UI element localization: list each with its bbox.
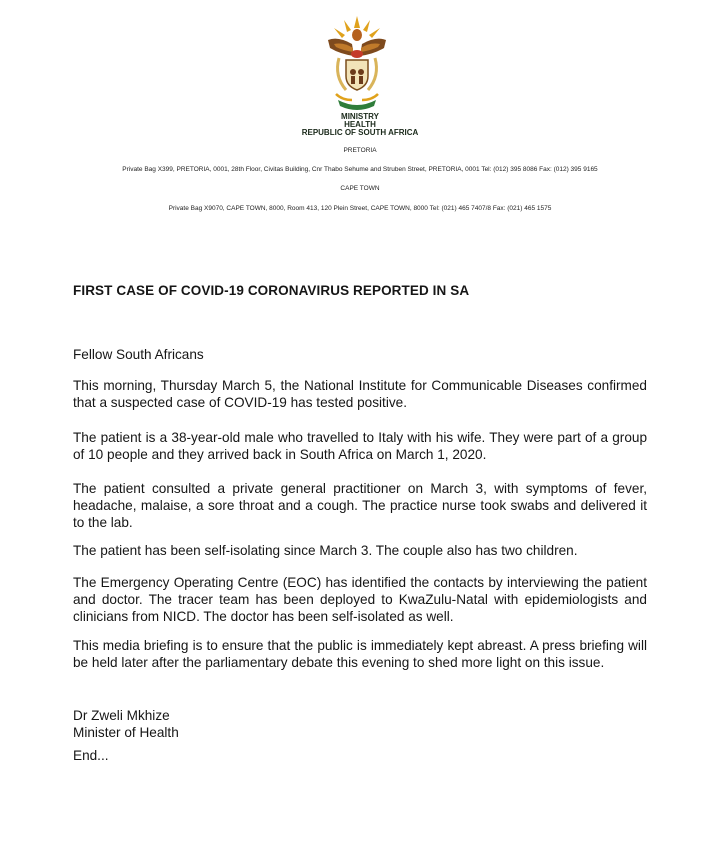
closing-text: End... <box>73 748 109 763</box>
page-title: FIRST CASE OF COVID-19 CORONAVIRUS REPORTED IN SA <box>73 283 470 298</box>
paragraph-1: This morning, Thursday March 5, the National Institute for Communicable Diseases confirmed that a suspected case of COVID-19 has tested positive. <box>73 378 647 410</box>
paragraph-3: The patient consulted a private general practitioner on March 3, with symptoms of fever, headache, malaise, a sore throat and a cough. The practice nurse took swabs and delivered it to the lab. <box>73 481 647 530</box>
ministry-line-3: REPUBLIC OF SOUTH AFRICA <box>301 128 419 137</box>
capetown-label: CAPE TOWN <box>340 185 380 192</box>
paragraph-6: This media briefing is to ensure that the public is immediately kept abreast. A press briefing will be held later after the parliamentary debate this evening to shed more light on this issue. <box>73 638 647 670</box>
signature-title: Minister of Health <box>73 725 179 740</box>
paragraph-5: The Emergency Operating Centre (EOC) has identified the contacts by interviewing the patient and doctor. The tracer team has been deployed to KwaZulu-Natal with epidemiologists and clinicians from NICD. The doctor has been self-isolated as well. <box>73 575 647 624</box>
signature-name: Dr Zweli Mkhize <box>73 708 170 723</box>
ministry-line-2: HEALTH <box>344 120 376 129</box>
paragraph-4: The patient has been self-isolating since March 3. The couple also has two children. <box>73 543 578 558</box>
coat-of-arms-icon <box>324 14 390 110</box>
ministry-line-1: MINISTRY <box>341 112 379 121</box>
pretoria-address: Private Bag X399, PRETORIA, 0001, 28th Floor, Civitas Building, Cnr Thabo Sehume and Struben Street, PRETORIA, 0001 Tel: (012) 395 8086 Fax: (012) 395 9165 <box>122 166 598 173</box>
paragraph-2: The patient is a 38-year-old male who travelled to Italy with his wife. They were part of a group of 10 people and they arrived back in South Africa on March 1, 2020. <box>73 430 647 462</box>
salutation: Fellow South Africans <box>73 347 204 362</box>
pretoria-label: PRETORIA <box>343 147 377 154</box>
capetown-address: Private Bag X9070, CAPE TOWN, 8000, Room 413, 120 Plein Street, CAPE TOWN, 8000 Tel: (021) 465 7407/8 Fax: (021) 465 1575 <box>168 205 552 212</box>
